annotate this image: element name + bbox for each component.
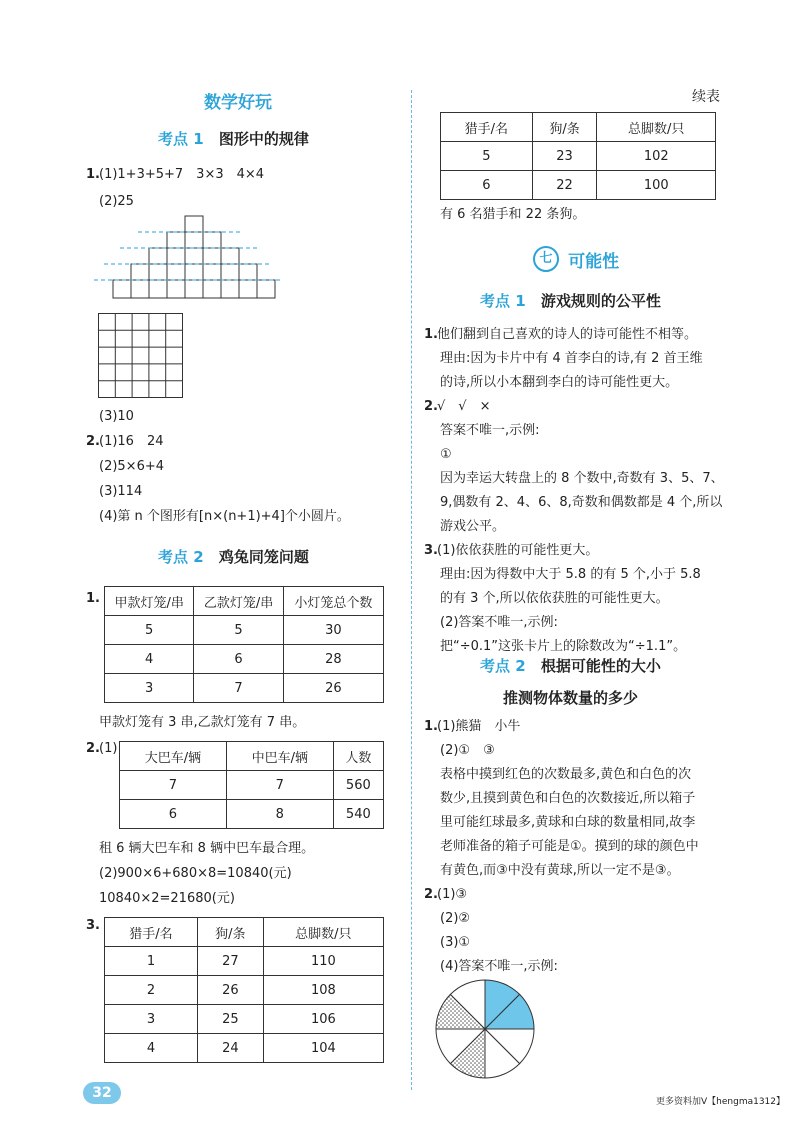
table-cell: 2 bbox=[105, 976, 198, 1005]
table-cell: 5 bbox=[194, 616, 283, 645]
answer-line: 有 6 名猎手和 22 条狗。 bbox=[440, 207, 586, 222]
table-cell: 22 bbox=[532, 171, 597, 200]
kp-title: 鸡兔同笼问题 bbox=[218, 548, 309, 566]
continued-label: 续表 bbox=[692, 89, 720, 105]
column-divider bbox=[411, 90, 412, 1090]
answer-line: 理由:因为卡片中有 4 首李白的诗,有 2 首王维 bbox=[440, 351, 703, 366]
staircase-figure bbox=[92, 212, 282, 304]
answer-line: 10840×2=21680(元) bbox=[99, 891, 235, 906]
right-kp1-heading bbox=[480, 290, 661, 311]
answer-line: (2)答案不唯一,示例: bbox=[440, 615, 558, 630]
answer-line: (2)5×6+4 bbox=[99, 459, 165, 474]
question-number: 2. bbox=[86, 434, 100, 449]
left-section-title: 数学好玩 bbox=[204, 93, 272, 113]
kp-label: 考点 bbox=[480, 292, 511, 310]
answer-line: (4)第 n 个图形有[n×(n+1)+4]个小圆片。 bbox=[99, 509, 350, 524]
question-number: 2. bbox=[424, 887, 438, 902]
chapter-title: 可能性 bbox=[568, 251, 620, 272]
kp-number: 1 bbox=[515, 292, 526, 310]
answer-line: (4)答案不唯一,示例: bbox=[440, 959, 558, 974]
answer-line: ① bbox=[440, 447, 452, 462]
table-header: 中巴车/辆 bbox=[226, 742, 333, 771]
answer-line: 因为幸运大转盘上的 8 个数中,奇数有 3、5、7、 bbox=[440, 471, 724, 486]
answer-line: 甲款灯笼有 3 串,乙款灯笼有 7 串。 bbox=[99, 715, 306, 730]
answer-line: 游戏公平。 bbox=[440, 519, 506, 534]
lantern-table bbox=[104, 586, 384, 703]
table-cell: 6 bbox=[194, 645, 283, 674]
table-cell: 3 bbox=[105, 1005, 198, 1034]
kp-number: 2 bbox=[515, 657, 526, 675]
table-cell: 6 bbox=[120, 800, 227, 829]
answer-line: (2)① ③ bbox=[440, 743, 495, 758]
table-header: 狗/条 bbox=[532, 113, 597, 142]
answer-line: (1) bbox=[99, 741, 118, 756]
page-number: 32 bbox=[83, 1082, 121, 1104]
table-cell: 102 bbox=[597, 142, 716, 171]
answer-line: (2)② bbox=[440, 911, 471, 926]
table-header: 猎手/名 bbox=[441, 113, 533, 142]
table-cell: 26 bbox=[283, 674, 383, 703]
table-cell: 540 bbox=[333, 800, 383, 829]
table-cell: 28 bbox=[283, 645, 383, 674]
left-kp2-heading bbox=[158, 546, 309, 567]
table-cell: 108 bbox=[263, 976, 383, 1005]
table-cell: 7 bbox=[226, 771, 333, 800]
answer-line: 他们翻到自己喜欢的诗人的诗可能性不相等。 bbox=[437, 327, 698, 342]
kp-title: 图形中的规律 bbox=[218, 130, 309, 148]
answer-line: √ √ × bbox=[437, 399, 491, 414]
answer-line: (2)900×6+680×8=10840(元) bbox=[99, 866, 292, 881]
table-cell: 7 bbox=[194, 674, 283, 703]
table-header: 人数 bbox=[333, 742, 383, 771]
table-cell: 5 bbox=[105, 616, 194, 645]
answer-line: 表格中摸到红色的次数最多,黄色和白色的次 bbox=[440, 767, 692, 782]
kp-title: 根据可能性的大小 bbox=[540, 657, 661, 675]
table-header: 乙款灯笼/串 bbox=[194, 587, 283, 616]
table-cell: 7 bbox=[120, 771, 227, 800]
kp-number: 1 bbox=[193, 130, 204, 148]
spinner-figure bbox=[434, 978, 536, 1080]
answer-line: (1)依依获胜的可能性更大。 bbox=[437, 543, 599, 558]
answer-line: 9,偶数有 2、4、6、8,奇数和偶数都是 4 个,所以 bbox=[440, 495, 723, 510]
table-header: 小灯笼总个数 bbox=[283, 587, 383, 616]
right-kp2-subtitle: 推测物体数量的多少 bbox=[503, 689, 639, 707]
table-header: 总脚数/只 bbox=[597, 113, 716, 142]
question-number: 2. bbox=[86, 741, 100, 756]
answer-line: 答案不唯一,示例: bbox=[440, 423, 540, 438]
table-cell: 560 bbox=[333, 771, 383, 800]
table-header: 大巴车/辆 bbox=[120, 742, 227, 771]
table-cell: 5 bbox=[441, 142, 533, 171]
answer-line: (1)1+3+5+7 3×3 4×4 bbox=[99, 167, 265, 182]
table-cell: 30 bbox=[283, 616, 383, 645]
kp-label: 考点 bbox=[158, 548, 189, 566]
answer-line: 里可能红球最多,黄球和白球的数量相同,故李 bbox=[440, 815, 696, 830]
hunter-table-continued bbox=[440, 112, 716, 200]
table-header: 狗/条 bbox=[198, 918, 264, 947]
kp-number: 2 bbox=[193, 548, 204, 566]
answer-line: (2)25 bbox=[99, 194, 134, 209]
table-cell: 25 bbox=[198, 1005, 264, 1034]
table-header: 总脚数/只 bbox=[263, 918, 383, 947]
table-header: 猎手/名 bbox=[105, 918, 198, 947]
question-number: 1. bbox=[424, 719, 438, 734]
table-cell: 6 bbox=[441, 171, 533, 200]
question-number: 1. bbox=[424, 327, 438, 342]
left-kp1-heading bbox=[158, 128, 309, 149]
footer-note: 更多资料加V【hengma1312】 bbox=[656, 1097, 786, 1107]
question-number: 3. bbox=[86, 918, 100, 933]
answer-line: 租 6 辆大巴车和 8 辆中巴车最合理。 bbox=[99, 841, 315, 856]
answer-line: (3)10 bbox=[99, 409, 134, 424]
question-number: 1. bbox=[86, 167, 100, 182]
answer-line: 的有 3 个,所以依依获胜的可能性更大。 bbox=[440, 591, 669, 606]
bus-table bbox=[119, 741, 384, 829]
kp-label: 考点 bbox=[158, 130, 189, 148]
table-cell: 110 bbox=[263, 947, 383, 976]
kp-label: 考点 bbox=[480, 657, 511, 675]
table-cell: 26 bbox=[198, 976, 264, 1005]
table-cell: 8 bbox=[226, 800, 333, 829]
answer-line: (3)① bbox=[440, 935, 471, 950]
grid-figure bbox=[98, 313, 184, 399]
table-cell: 104 bbox=[263, 1034, 383, 1063]
kp-title: 游戏规则的公平性 bbox=[540, 292, 661, 310]
answer-line: (1)16 24 bbox=[99, 434, 164, 449]
right-kp2-heading bbox=[480, 655, 661, 676]
table-cell: 23 bbox=[532, 142, 597, 171]
table-cell: 4 bbox=[105, 1034, 198, 1063]
answer-line: 老师准备的箱子可能是①。摸到的球的颜色中 bbox=[440, 839, 699, 854]
table-header: 甲款灯笼/串 bbox=[105, 587, 194, 616]
answer-line: (3)114 bbox=[99, 484, 143, 499]
table-cell: 24 bbox=[198, 1034, 264, 1063]
answer-line: 把“÷0.1”这张卡片上的除数改为“÷1.1”。 bbox=[440, 639, 687, 654]
answer-line: (1)熊猫 小牛 bbox=[437, 719, 521, 734]
answer-line: 的诗,所以小本翻到李白的诗可能性更大。 bbox=[440, 375, 679, 390]
hunter-table bbox=[104, 917, 384, 1063]
table-cell: 100 bbox=[597, 171, 716, 200]
chapter-number-badge: 七 bbox=[533, 246, 559, 272]
answer-line: 理由:因为得数中大于 5.8 的有 5 个,小于 5.8 bbox=[440, 567, 701, 582]
table-cell: 106 bbox=[263, 1005, 383, 1034]
table-cell: 27 bbox=[198, 947, 264, 976]
table-cell: 4 bbox=[105, 645, 194, 674]
question-number: 1. bbox=[86, 591, 100, 606]
table-cell: 3 bbox=[105, 674, 194, 703]
answer-line: 数少,且摸到黄色和白色的次数接近,所以箱子 bbox=[440, 791, 696, 806]
table-cell: 1 bbox=[105, 947, 198, 976]
question-number: 3. bbox=[424, 543, 438, 558]
question-number: 2. bbox=[424, 399, 438, 414]
answer-line: 有黄色,而③中没有黄球,所以一定不是③。 bbox=[440, 863, 680, 878]
answer-line: (1)③ bbox=[437, 887, 468, 902]
chapter-heading bbox=[533, 246, 619, 272]
